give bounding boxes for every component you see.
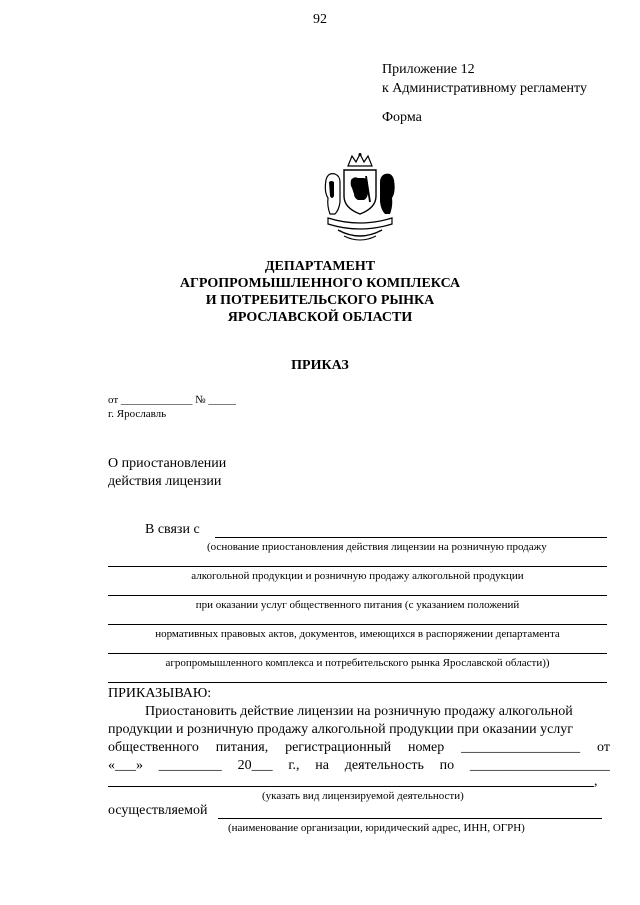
day-field[interactable]: «___» — [108, 758, 143, 773]
reason-lead: В связи с — [145, 522, 200, 537]
date-number-line: от _____________ № _____ — [108, 394, 236, 406]
reason-field-line-3[interactable] — [108, 595, 607, 596]
reason-field-line-1[interactable] — [215, 537, 607, 538]
subject-line-1: О приостановлении — [108, 456, 227, 471]
reason-hint-2: алкогольной продукции и розничную продажу алкогольной продукции — [191, 570, 524, 582]
word-pitaniya: питания, — [215, 740, 269, 755]
order-text-line-4 — [108, 758, 610, 774]
order-text-line-3 — [108, 740, 610, 756]
year-field[interactable]: 20___ — [237, 758, 273, 773]
order-text-line-2: продукции и розничную продажу алкогольной продукции при оказании услуг — [108, 722, 574, 737]
department-name — [0, 258, 640, 326]
word-na: на — [315, 758, 330, 773]
city-label: г. Ярославль — [108, 408, 167, 420]
reason-hint-5: агропромышленного комплекса и потребительского рынка Ярославской области)) — [165, 657, 550, 669]
subject-line-2: действия лицензии — [108, 474, 222, 489]
appendix-line-1: Приложение 12 — [382, 62, 475, 77]
activity-comma: , — [594, 774, 598, 789]
activity-field-line[interactable] — [108, 786, 594, 787]
reason-hint-4: нормативных правовых актов, документов, имеющихся в распоряжении департамента — [155, 628, 560, 640]
order-word: ПРИКАЗЫВАЮ: — [108, 686, 212, 701]
performed-by-label: осуществляемой — [108, 803, 208, 818]
reason-hint-1: (основание приостановления действия лицензии на розничную продажу — [207, 541, 547, 553]
appendix-line-2: к Административному регламенту — [382, 81, 587, 96]
order-subject — [108, 455, 226, 491]
activity-hint: (указать вид лицензируемой деятельности) — [262, 790, 464, 802]
department-line-3: И ПОТРЕБИТЕЛЬСКОГО РЫНКА — [205, 293, 435, 308]
reason-hint-3: при оказании услуг общественного питания (с указанием положений — [195, 599, 520, 611]
word-obshchestvennogo: общественного — [108, 740, 199, 755]
reason-field-line-6[interactable] — [108, 682, 607, 683]
reason-field-line-4[interactable] — [108, 624, 607, 625]
organization-field-line[interactable] — [218, 818, 602, 819]
month-field[interactable]: _________ — [158, 758, 222, 773]
registration-number-field[interactable]: _________________ — [461, 740, 581, 755]
word-nomer: номер — [407, 740, 445, 755]
department-line-1: ДЕПАРТАМЕНТ — [264, 259, 376, 274]
word-g: г., — [288, 758, 300, 773]
word-po: по — [439, 758, 455, 773]
appendix-note — [382, 60, 587, 98]
word-deyatelnost: деятельность — [344, 758, 424, 773]
coat-of-arms-emblem — [318, 152, 402, 244]
organization-hint: (наименование организации, юридический адрес, ИНН, ОГРН) — [228, 822, 525, 834]
word-registratsionnyi: регистрационный — [285, 740, 392, 755]
department-line-2: АГРОПРОМЫШЛЕННОГО КОМПЛЕКСА — [179, 276, 461, 291]
department-line-4: ЯРОСЛАВСКОЙ ОБЛАСТИ — [227, 310, 413, 325]
word-ot: от — [597, 740, 610, 755]
activity-field-start[interactable]: ____________________ — [469, 758, 610, 773]
form-label: Форма — [382, 110, 422, 125]
reason-field-line-5[interactable] — [108, 653, 607, 654]
reason-field-line-2[interactable] — [108, 566, 607, 567]
order-title: ПРИКАЗ — [291, 358, 349, 373]
page-number: 92 — [313, 12, 327, 27]
order-text-line-1: Приостановить действие лицензии на розничную продажу алкогольной — [145, 704, 573, 719]
